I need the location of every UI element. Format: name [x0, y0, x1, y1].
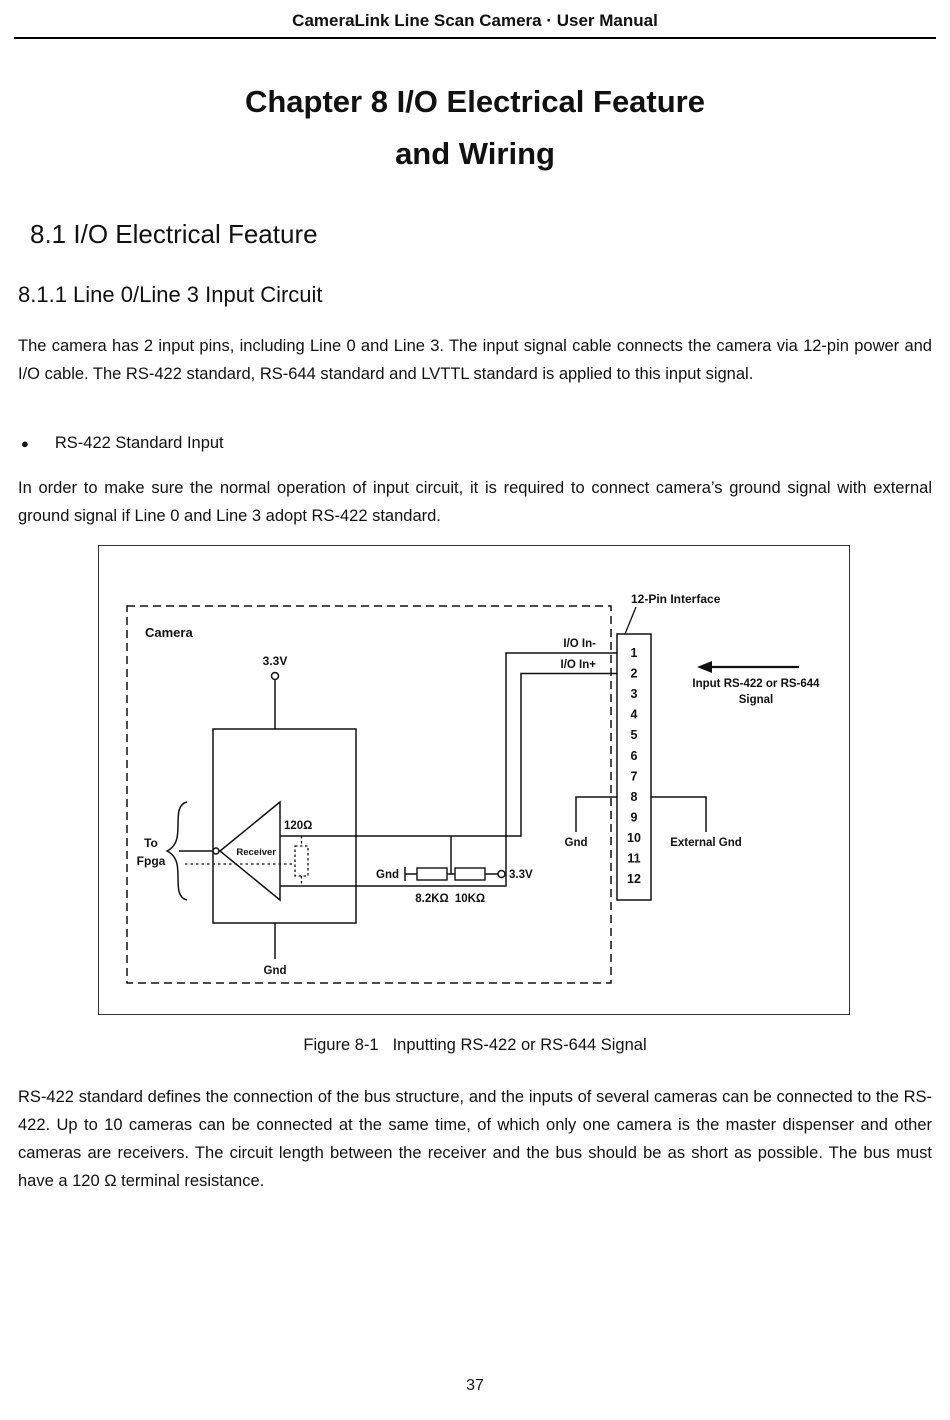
external-gnd-wire	[651, 797, 706, 832]
io-in-plus-wire	[280, 674, 617, 837]
paragraph-bus-structure: RS-422 standard defines the connection of the bus structure, and the inputs of several cameras can be connected to the RS-422. Up to 10 cameras can be connected at the same time, of which only one camera is the master dispenser and other cameras are receivers. The circuit length between the receiver and the bus should be as short as possible. The bus must have a 120 Ω terminal resistance.	[18, 1088, 932, 1190]
pin-2: 2	[630, 666, 638, 681]
label-10k: 10KΩ	[454, 893, 486, 905]
pin-6: 6	[630, 748, 638, 763]
pin-8: 8	[630, 789, 638, 804]
page-number: 37	[466, 1377, 484, 1394]
resistor-10k	[455, 868, 485, 880]
arrow-left-icon	[697, 661, 712, 673]
figure-caption-text: Inputting RS-422 or RS-644 Signal	[392, 1036, 647, 1054]
chapter-title	[0, 76, 950, 180]
bullet-item-rs422	[21, 434, 224, 453]
label-input-signal-1: Input RS-422 or RS-644	[692, 678, 820, 690]
label-io-in-minus: I/O In-	[563, 638, 596, 650]
paragraph-ground-signal: In order to make sure the normal operation of input circuit, it is required to connect camera’s ground signal with external ground signal if Line 0 and Line 3 adopt RS-422 standard.	[18, 479, 932, 525]
figure-8-1	[98, 545, 850, 1015]
pin-3: 3	[630, 687, 638, 702]
label-external-gnd: External Gnd	[670, 837, 742, 849]
camera-boundary	[127, 606, 611, 983]
label-io-in-plus: I/O In+	[560, 659, 596, 671]
pin-1: 1	[630, 646, 638, 660]
pin-10: 10	[627, 831, 641, 845]
header-rule	[14, 37, 936, 39]
termination-resistor	[295, 846, 308, 876]
label-gnd-bias: Gnd	[376, 869, 399, 881]
pin-4: 4	[630, 707, 638, 722]
label-12pin-interface: 12-Pin Interface	[631, 592, 721, 606]
io-input-wires	[280, 653, 617, 886]
label-gnd-pin8: Gnd	[564, 837, 588, 849]
resistor-8k2	[417, 868, 447, 880]
label-to: To	[144, 836, 158, 850]
label-camera: Camera	[145, 625, 193, 640]
receiver-output-bubble	[213, 848, 219, 854]
label-3v3-bias: 3.3V	[509, 869, 533, 881]
connector-pin-numbers	[627, 646, 641, 886]
label-8k2: 8.2KΩ	[415, 893, 449, 905]
circuit-diagram	[99, 546, 848, 1013]
pin-5: 5	[630, 728, 638, 743]
pin-9: 9	[630, 810, 638, 825]
terminal-3v3-top	[272, 673, 279, 680]
bullet-label: RS-422 Standard Input	[54, 434, 224, 452]
chapter-title-line2: and Wiring	[395, 136, 555, 171]
label-3v3-top: 3.3V	[262, 654, 288, 668]
pin-11: 11	[627, 851, 641, 866]
paragraph-input-pins: The camera has 2 input pins, including Line 0 and Line 3. The input signal cable connects the camera via 12-pin power and I/O cable. The RS-422 standard, RS-644 standard and LVTTL standard is applied to this input signal.	[18, 337, 932, 383]
label-input-signal-2: Signal	[738, 694, 774, 706]
figure-caption	[0, 1036, 950, 1055]
pin-7: 7	[630, 769, 638, 784]
page-header: CameraLink Line Scan Camera · User Manual	[292, 11, 658, 30]
label-gnd-bottom: Gnd	[263, 965, 287, 977]
label-receiver: Receiver	[236, 847, 276, 858]
bullet-icon: ●	[21, 436, 29, 451]
io-in-minus-wire	[280, 653, 617, 886]
figure-caption-label: Figure 8-1	[303, 1036, 379, 1054]
pin-12: 12	[627, 872, 641, 887]
section-8-1-heading: 8.1 I/O Electrical Feature	[30, 219, 318, 249]
terminal-3v3-bias	[498, 871, 505, 878]
section-8-1-1-heading: 8.1.1 Line 0/Line 3 Input Circuit	[18, 282, 323, 307]
chapter-title-line1: Chapter 8 I/O Electrical Feature	[244, 84, 705, 119]
label-fpga: Fpga	[136, 854, 166, 868]
label-120ohm: 120Ω	[284, 820, 313, 832]
interface-leader-line	[625, 607, 636, 634]
